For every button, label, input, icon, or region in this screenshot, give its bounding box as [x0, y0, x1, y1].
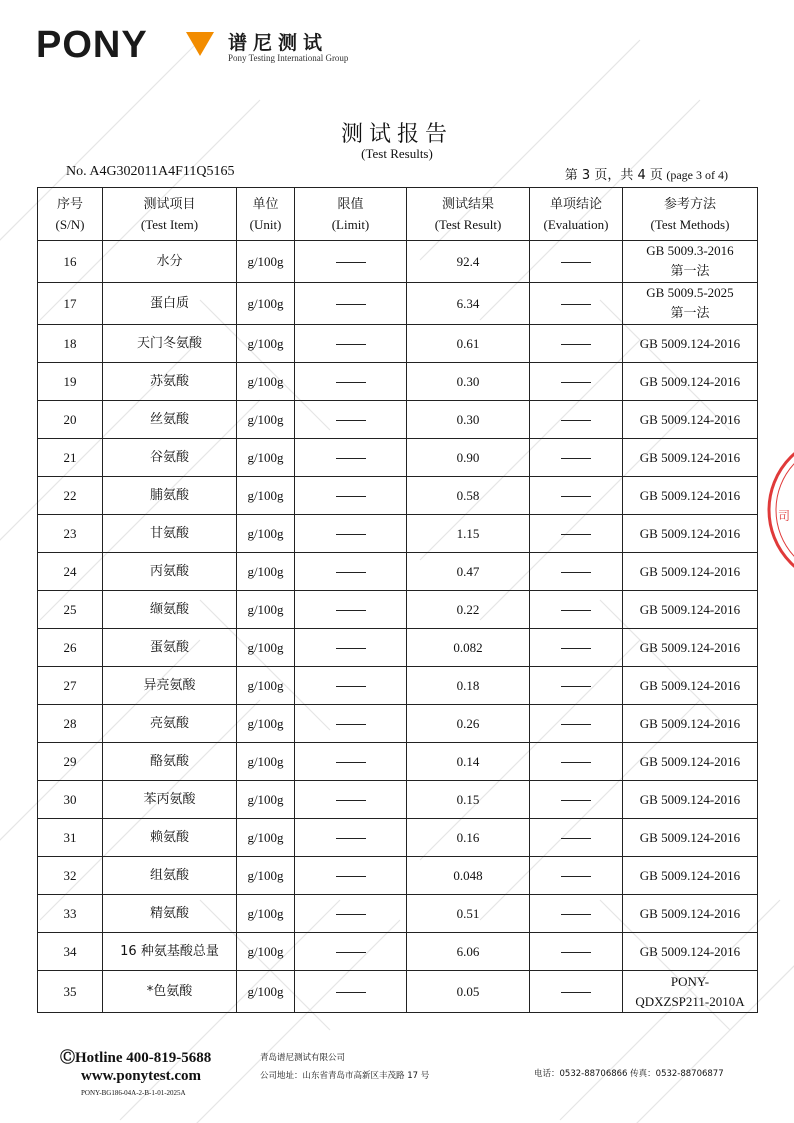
table-row	[38, 401, 758, 439]
dash-mark	[561, 304, 591, 305]
cell-unit: g/100g	[237, 629, 295, 667]
report-title: 测试报告	[340, 122, 453, 147]
cell-test-method	[623, 515, 758, 553]
cell-evaluation	[530, 591, 623, 629]
cell-sn: 21	[38, 439, 103, 477]
table-row	[38, 515, 758, 553]
cell-sn: 32	[38, 857, 103, 895]
cell-test-item: 亮氨酸	[103, 705, 237, 743]
method-line-1: GB 5009.124-2016	[639, 373, 741, 389]
cell-evaluation	[530, 401, 623, 439]
dash-mark	[336, 914, 366, 915]
dash-mark	[561, 610, 591, 611]
dash-mark	[561, 686, 591, 687]
dash-mark	[336, 686, 366, 687]
dash-mark	[561, 420, 591, 421]
dash-mark	[561, 572, 591, 573]
method-line-1: GB 5009.124-2016	[639, 753, 741, 769]
dash-mark	[336, 800, 366, 801]
cell-test-item: 16 种氨基酸总量	[103, 933, 237, 971]
cell-sn: 33	[38, 895, 103, 933]
cell-limit	[295, 325, 407, 363]
cell-sn: 25	[38, 591, 103, 629]
cell-sn: 31	[38, 819, 103, 857]
cell-test-result: 0.58	[407, 477, 530, 515]
cell-test-result: 92.4	[407, 241, 530, 283]
page-indicator	[565, 164, 728, 184]
cell-unit: g/100g	[237, 705, 295, 743]
dash-mark	[561, 262, 591, 263]
header-test-item: 测试项目 (Test Item)	[103, 188, 237, 241]
cell-limit	[295, 895, 407, 933]
method-line-1: GB 5009.5-2025	[646, 285, 734, 300]
method-line-1: GB 5009.124-2016	[639, 905, 741, 921]
dash-mark	[336, 838, 366, 839]
cell-evaluation	[530, 895, 623, 933]
dash-mark	[336, 876, 366, 877]
method-line-1: GB 5009.124-2016	[639, 487, 741, 503]
table-row	[38, 781, 758, 819]
cell-test-result: 0.30	[407, 363, 530, 401]
page-indicator-en: (page 3 of 4)	[666, 168, 728, 182]
cell-unit: g/100g	[237, 439, 295, 477]
cell-sn: 26	[38, 629, 103, 667]
cell-limit	[295, 439, 407, 477]
cell-sn: 16	[38, 241, 103, 283]
dash-mark	[561, 914, 591, 915]
cell-test-result: 0.22	[407, 591, 530, 629]
table-row	[38, 819, 758, 857]
cell-test-result: 0.18	[407, 667, 530, 705]
footer-address: 公司地址：山东省青岛市高新区丰茂路 17 号	[260, 1071, 430, 1081]
dash-mark	[561, 344, 591, 345]
phone-circle-icon: Ⓒ	[60, 1050, 76, 1066]
cell-test-item: *色氨酸	[103, 971, 237, 1013]
cell-limit	[295, 933, 407, 971]
cell-limit	[295, 363, 407, 401]
method-line-1: GB 5009.124-2016	[639, 639, 741, 655]
cell-unit: g/100g	[237, 283, 295, 325]
cell-test-result: 0.082	[407, 629, 530, 667]
table-row	[38, 857, 758, 895]
cell-test-item: 蛋氨酸	[103, 629, 237, 667]
cell-sn: 17	[38, 283, 103, 325]
cell-limit	[295, 515, 407, 553]
method-line-1: GB 5009.3-2016	[646, 243, 734, 258]
cell-test-method	[623, 667, 758, 705]
report-subtitle: (Test Results)	[361, 146, 433, 161]
results-table	[37, 187, 758, 1013]
cell-test-method	[623, 591, 758, 629]
cell-evaluation	[530, 325, 623, 363]
cell-limit	[295, 629, 407, 667]
cell-unit: g/100g	[237, 241, 295, 283]
cell-test-item: 酪氨酸	[103, 743, 237, 781]
dash-mark	[336, 420, 366, 421]
dash-mark	[561, 992, 591, 993]
table-row	[38, 667, 758, 705]
dash-mark	[561, 648, 591, 649]
cell-evaluation	[530, 439, 623, 477]
method-line-1: GB 5009.124-2016	[639, 677, 741, 693]
footer-hotline: ⒸHotline 400-819-5688	[60, 1050, 212, 1066]
table-row	[38, 743, 758, 781]
cell-test-method	[623, 325, 758, 363]
cell-evaluation	[530, 971, 623, 1013]
cell-test-result: 0.15	[407, 781, 530, 819]
method-line-1: GB 5009.124-2016	[639, 601, 741, 617]
method-line-2: QDXZSP211-2010A	[635, 993, 745, 1009]
cell-test-method	[623, 241, 758, 283]
method-line-1: GB 5009.124-2016	[639, 411, 741, 427]
table-row	[38, 705, 758, 743]
dash-mark	[336, 610, 366, 611]
cell-unit: g/100g	[237, 401, 295, 439]
footer-company-name: 青岛谱尼测试有限公司	[260, 1053, 346, 1063]
dash-mark	[561, 496, 591, 497]
table-row	[38, 629, 758, 667]
cell-test-method	[623, 401, 758, 439]
cell-test-item: 脯氨酸	[103, 477, 237, 515]
cell-test-item: 苯丙氨酸	[103, 781, 237, 819]
dash-mark	[336, 262, 366, 263]
cell-evaluation	[530, 515, 623, 553]
dash-mark	[561, 534, 591, 535]
cell-sn: 19	[38, 363, 103, 401]
header-test-methods: 参考方法 (Test Methods)	[623, 188, 758, 241]
header-evaluation: 单项结论 (Evaluation)	[530, 188, 623, 241]
cell-unit: g/100g	[237, 325, 295, 363]
cell-test-method	[623, 629, 758, 667]
cell-test-item: 水分	[103, 241, 237, 283]
dash-mark	[336, 572, 366, 573]
cell-unit: g/100g	[237, 515, 295, 553]
cell-unit: g/100g	[237, 895, 295, 933]
cell-test-method	[623, 477, 758, 515]
cell-test-result: 0.048	[407, 857, 530, 895]
cell-sn: 28	[38, 705, 103, 743]
cell-limit	[295, 819, 407, 857]
cell-evaluation	[530, 933, 623, 971]
cell-sn: 18	[38, 325, 103, 363]
report-number: No. A4G302011A4F11Q5165	[66, 164, 235, 179]
cell-limit	[295, 553, 407, 591]
cell-test-item: 天门冬氨酸	[103, 325, 237, 363]
cell-evaluation	[530, 857, 623, 895]
cell-sn: 20	[38, 401, 103, 439]
cell-evaluation	[530, 553, 623, 591]
method-line-1: GB 5009.124-2016	[639, 943, 741, 959]
cell-test-result: 0.47	[407, 553, 530, 591]
cell-test-method	[623, 781, 758, 819]
logo-chinese-name: 谱尼测试	[228, 32, 329, 54]
cell-unit: g/100g	[237, 933, 295, 971]
cell-limit	[295, 971, 407, 1013]
cell-sn: 23	[38, 515, 103, 553]
cell-test-item: 苏氨酸	[103, 363, 237, 401]
cell-evaluation	[530, 283, 623, 325]
page-indicator-cn: 第 3 页，共 4 页	[564, 168, 663, 183]
cell-test-item: 异亮氨酸	[103, 667, 237, 705]
method-line-1: GB 5009.124-2016	[639, 715, 741, 731]
cell-evaluation	[530, 629, 623, 667]
cell-test-method	[623, 971, 758, 1013]
cell-test-item: 蛋白质	[103, 283, 237, 325]
method-line-1: GB 5009.124-2016	[639, 791, 741, 807]
cell-limit	[295, 401, 407, 439]
cell-sn: 34	[38, 933, 103, 971]
dash-mark	[336, 992, 366, 993]
table-row	[38, 933, 758, 971]
cell-unit: g/100g	[237, 819, 295, 857]
cell-sn: 30	[38, 781, 103, 819]
dash-mark	[336, 458, 366, 459]
cell-test-item: 精氨酸	[103, 895, 237, 933]
cell-limit	[295, 667, 407, 705]
cell-test-result: 6.34	[407, 283, 530, 325]
cell-test-method	[623, 283, 758, 325]
cell-evaluation	[530, 477, 623, 515]
dash-mark	[336, 534, 366, 535]
table-row	[38, 895, 758, 933]
method-line-1: GB 5009.124-2016	[639, 867, 741, 883]
cell-evaluation	[530, 705, 623, 743]
dash-mark	[561, 724, 591, 725]
dash-mark	[561, 382, 591, 383]
cell-test-method	[623, 933, 758, 971]
dash-mark	[561, 800, 591, 801]
cell-evaluation	[530, 667, 623, 705]
method-line-1: GB 5009.124-2016	[639, 829, 741, 845]
cell-test-method	[623, 857, 758, 895]
cell-test-result: 0.61	[407, 325, 530, 363]
cell-test-method	[623, 895, 758, 933]
logo-triangle-icon	[186, 32, 214, 56]
cell-unit: g/100g	[237, 857, 295, 895]
dash-mark	[336, 724, 366, 725]
cell-test-method	[623, 363, 758, 401]
cell-test-method	[623, 439, 758, 477]
table-row	[38, 283, 758, 325]
cell-unit: g/100g	[237, 363, 295, 401]
header-unit: 单位 (Unit)	[237, 188, 295, 241]
company-seal	[764, 430, 794, 590]
table-header-row	[38, 188, 758, 241]
cell-test-item: 甘氨酸	[103, 515, 237, 553]
seal-text: 司	[778, 509, 791, 523]
cell-evaluation	[530, 363, 623, 401]
cell-sn: 24	[38, 553, 103, 591]
header-sn: 序号 (S/N)	[38, 188, 103, 241]
table-row	[38, 363, 758, 401]
method-line-1: GB 5009.124-2016	[639, 525, 741, 541]
logo-wordmark: PONY	[36, 24, 148, 66]
dash-mark	[561, 458, 591, 459]
cell-test-method	[623, 553, 758, 591]
cell-test-item: 丝氨酸	[103, 401, 237, 439]
cell-test-item: 谷氨酸	[103, 439, 237, 477]
cell-limit	[295, 705, 407, 743]
cell-test-item: 丙氨酸	[103, 553, 237, 591]
cell-limit	[295, 591, 407, 629]
cell-limit	[295, 743, 407, 781]
cell-test-item: 缬氨酸	[103, 591, 237, 629]
cell-limit	[295, 477, 407, 515]
dash-mark	[336, 304, 366, 305]
footer-contact	[60, 1046, 211, 1097]
cell-test-result: 6.06	[407, 933, 530, 971]
cell-sn: 22	[38, 477, 103, 515]
cell-test-result: 0.16	[407, 819, 530, 857]
footer-company	[260, 1049, 429, 1085]
cell-test-method	[623, 743, 758, 781]
dash-mark	[336, 648, 366, 649]
table-row	[38, 971, 758, 1013]
cell-test-item: 赖氨酸	[103, 819, 237, 857]
cell-test-result: 0.90	[407, 439, 530, 477]
cell-unit: g/100g	[237, 667, 295, 705]
cell-limit	[295, 857, 407, 895]
cell-unit: g/100g	[237, 781, 295, 819]
cell-test-item: 组氨酸	[103, 857, 237, 895]
cell-test-result: 0.30	[407, 401, 530, 439]
dash-mark	[336, 382, 366, 383]
dash-mark	[336, 762, 366, 763]
cell-test-result: 0.26	[407, 705, 530, 743]
cell-sn: 35	[38, 971, 103, 1013]
dash-mark	[561, 838, 591, 839]
cell-limit	[295, 283, 407, 325]
footer-doc-id: PONY-BG186-04A-2-B-1-01-2025A	[81, 1089, 186, 1097]
cell-sn: 27	[38, 667, 103, 705]
table-row	[38, 553, 758, 591]
footer-phone-fax: 电话：0532-88706866 传真：0532-88706877	[534, 1069, 724, 1079]
cell-unit: g/100g	[237, 971, 295, 1013]
method-line-1: PONY-	[670, 973, 710, 989]
cell-limit	[295, 241, 407, 283]
table-row	[38, 591, 758, 629]
method-line-1: GB 5009.124-2016	[639, 335, 741, 351]
dash-mark	[336, 952, 366, 953]
dash-mark	[336, 496, 366, 497]
header-test-result: 测试结果 (Test Result)	[407, 188, 530, 241]
dash-mark	[561, 876, 591, 877]
method-line-1: GB 5009.124-2016	[639, 563, 741, 579]
cell-evaluation	[530, 743, 623, 781]
cell-evaluation	[530, 781, 623, 819]
footer-website[interactable]: www.ponytest.com	[81, 1068, 201, 1084]
cell-evaluation	[530, 819, 623, 857]
table-row	[38, 439, 758, 477]
cell-evaluation	[530, 241, 623, 283]
method-line-2: 第一法	[670, 306, 710, 321]
dash-mark	[561, 952, 591, 953]
method-line-2: 第一法	[670, 264, 710, 279]
dash-mark	[561, 762, 591, 763]
header-limit: 限值 (Limit)	[295, 188, 407, 241]
table-row	[38, 477, 758, 515]
table-row	[38, 325, 758, 363]
cell-unit: g/100g	[237, 591, 295, 629]
cell-sn: 29	[38, 743, 103, 781]
cell-test-result: 0.05	[407, 971, 530, 1013]
cell-unit: g/100g	[237, 743, 295, 781]
logo-english-name: Pony Testing International Group	[228, 53, 349, 63]
dash-mark	[336, 344, 366, 345]
cell-test-result: 0.51	[407, 895, 530, 933]
cell-test-method	[623, 819, 758, 857]
cell-unit: g/100g	[237, 477, 295, 515]
method-line-1: GB 5009.124-2016	[639, 449, 741, 465]
table-row	[38, 241, 758, 283]
cell-test-result: 1.15	[407, 515, 530, 553]
cell-unit: g/100g	[237, 553, 295, 591]
cell-test-method	[623, 705, 758, 743]
cell-test-result: 0.14	[407, 743, 530, 781]
cell-limit	[295, 781, 407, 819]
